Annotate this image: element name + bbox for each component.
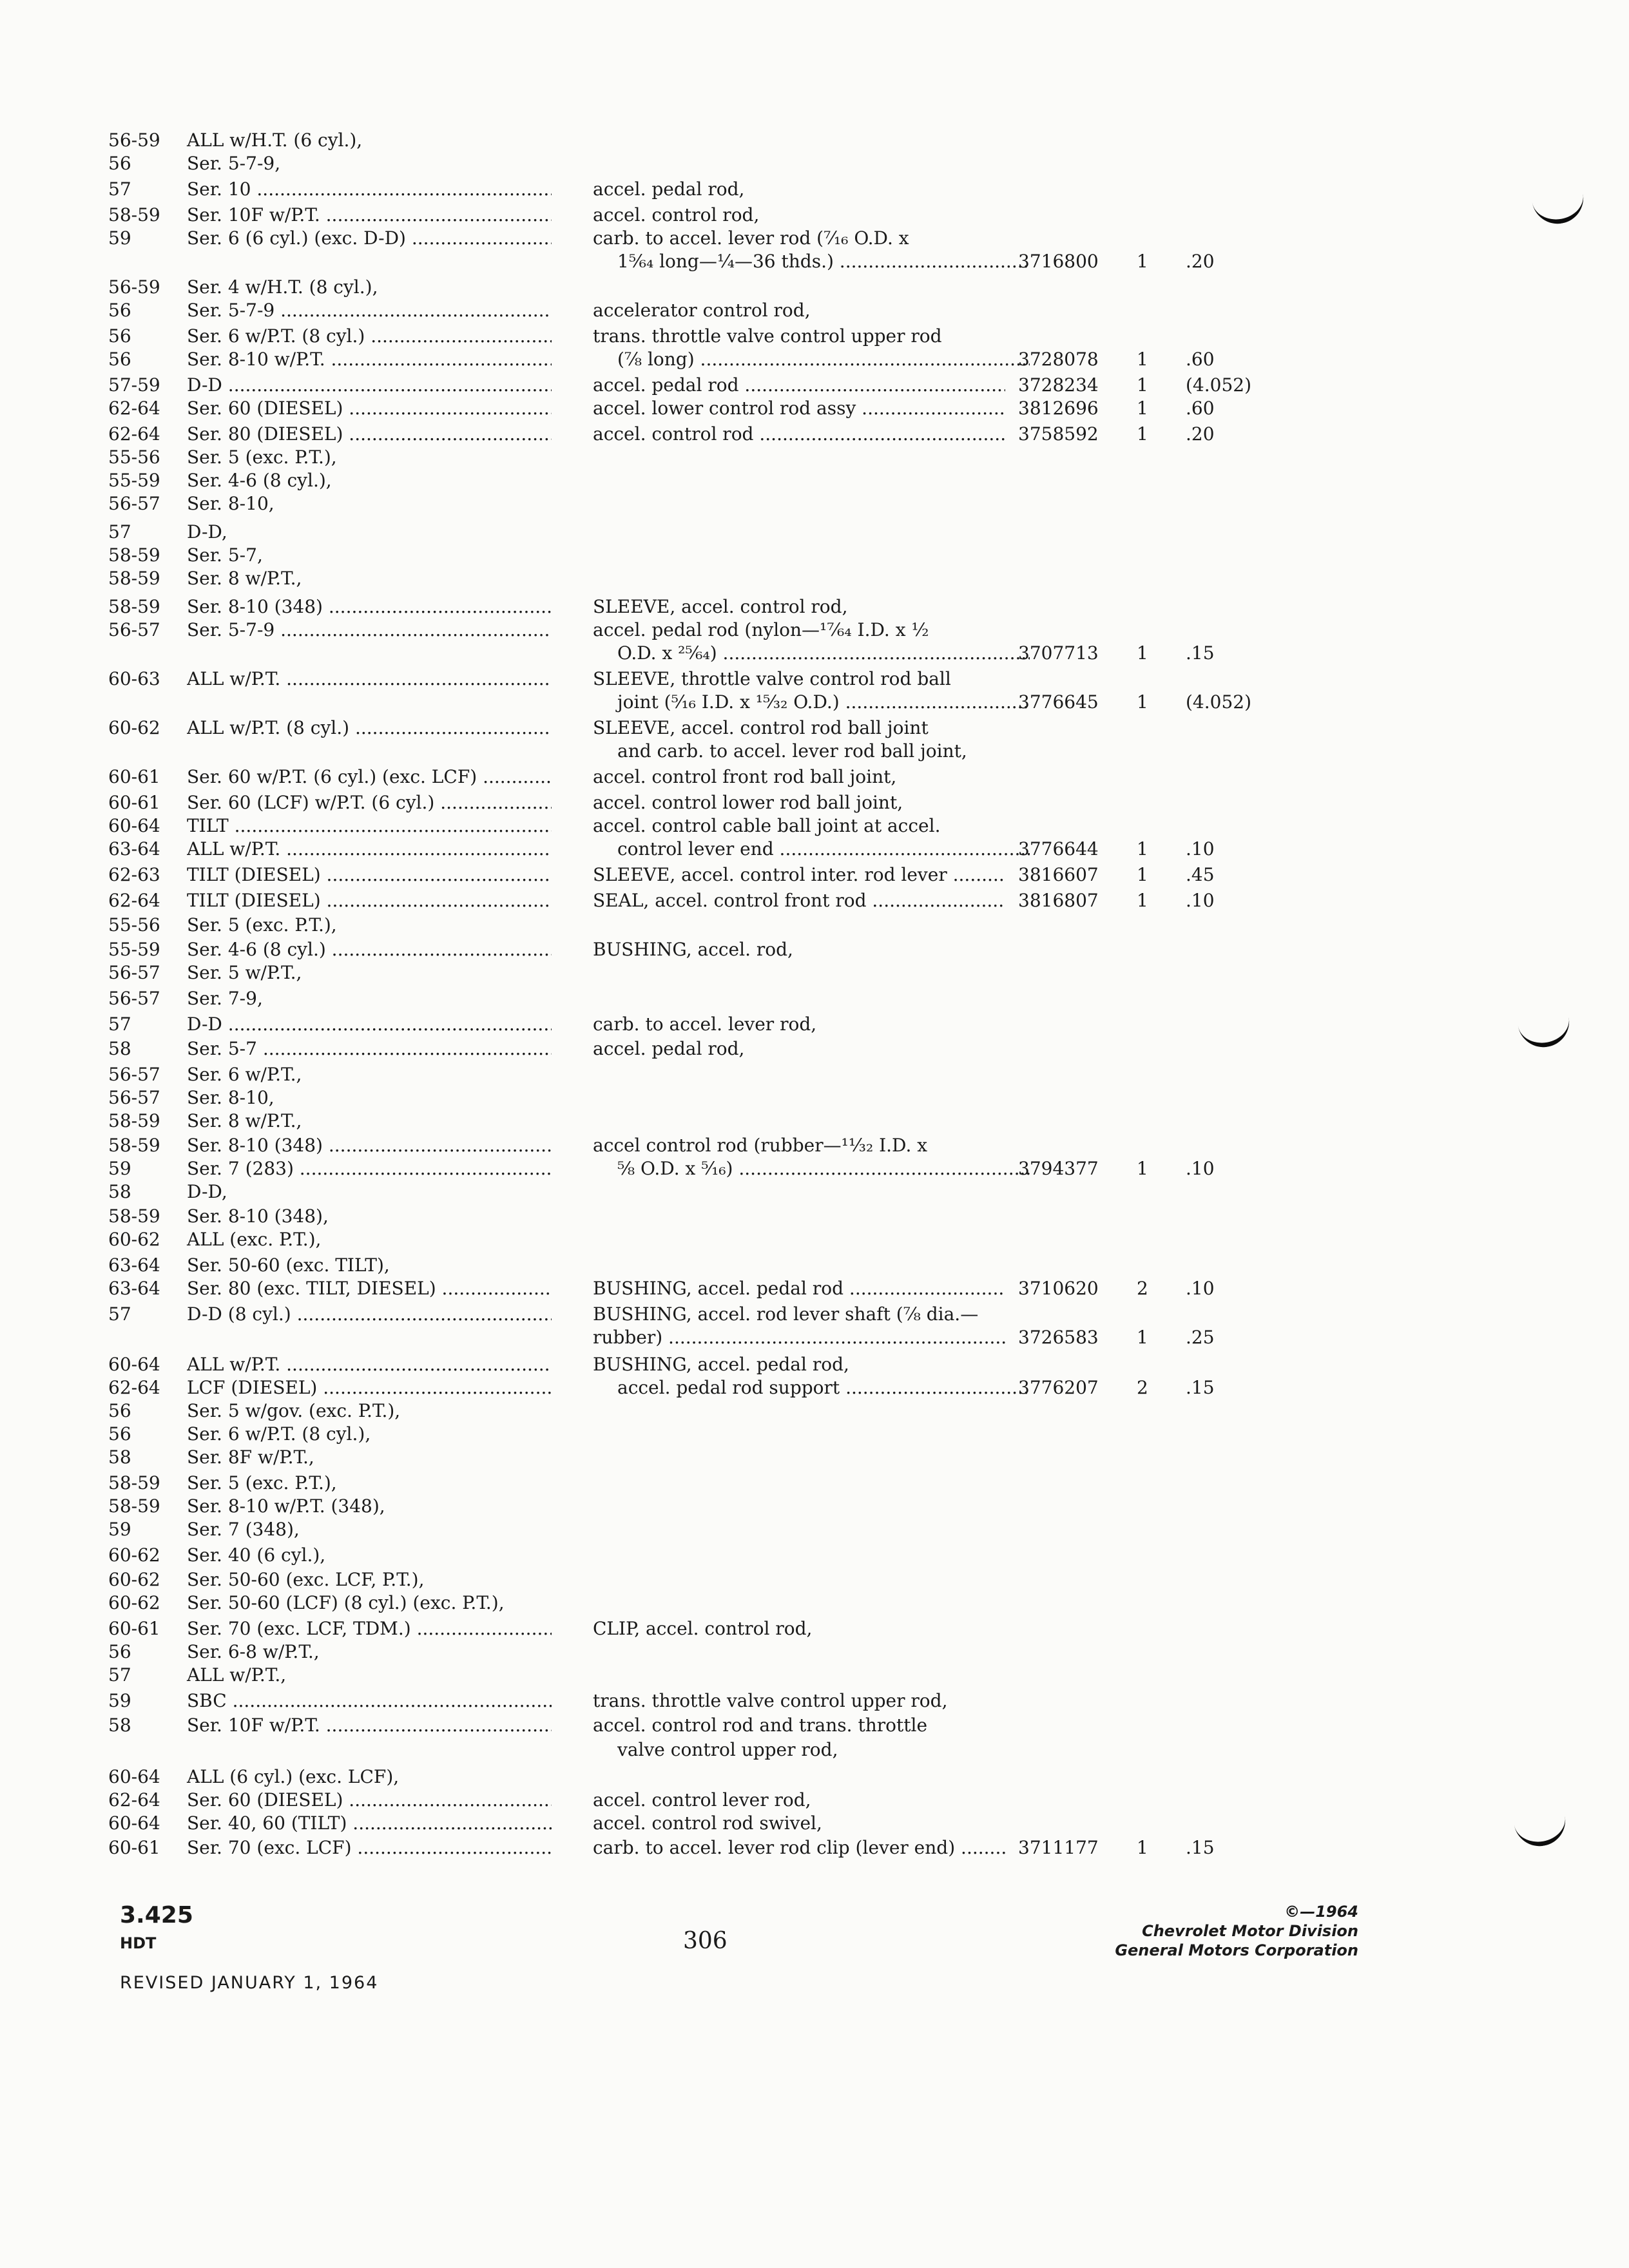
application: Ser. 70 (exc. LCF, TDM.) ..... (187, 1617, 552, 1640)
quantity: 1 (1137, 1327, 1148, 1348)
table-row (0, 1277, 1629, 1300)
table-row (0, 204, 1629, 227)
year-range: 62-64 (108, 398, 160, 419)
year-range: 56 (108, 325, 131, 347)
table-row (0, 1836, 1629, 1860)
table-row (0, 299, 1629, 322)
application: TILT (DIESEL) ..... (187, 889, 552, 912)
part-description: carb. to accel. lever rod (⁷⁄₁₆ O.D. x (593, 227, 909, 249)
year-range: 57 (108, 1303, 131, 1325)
table-row (0, 1326, 1629, 1349)
table-row (0, 1303, 1629, 1326)
year-range: 60-64 (108, 815, 160, 836)
year-range: 62-63 (108, 864, 160, 885)
year-range: 58-59 (108, 596, 160, 617)
application: Ser. 7 (348), (187, 1519, 300, 1540)
quantity: 1 (1137, 251, 1148, 272)
table-row (0, 1399, 1629, 1423)
year-range: 57-59 (108, 374, 160, 396)
part-number: 3711177 (1018, 1837, 1099, 1858)
year-range: 60-63 (108, 668, 160, 689)
year-range: 58-59 (108, 544, 160, 566)
table-row (0, 152, 1629, 175)
part-description: control lever end ..... (593, 838, 1030, 861)
part-description: trans. throttle valve control upper rod, (593, 1690, 948, 1711)
year-range: 56 (108, 153, 131, 174)
part-description: O.D. x ²⁵⁄₆₄) ..... (593, 642, 1030, 665)
part-description: SLEEVE, throttle valve control rod ball (593, 668, 951, 689)
application: Ser. 8-10 w/P.T. (348), (187, 1495, 385, 1517)
part-description: accel. pedal rod, (593, 1038, 745, 1059)
year-range: 60-61 (108, 766, 160, 787)
table-row (0, 276, 1629, 299)
table-row (0, 814, 1629, 838)
year-range: 58-59 (108, 1135, 160, 1156)
year-range: 58 (108, 1446, 131, 1468)
application: Ser. 70 (exc. LCF) ..... (187, 1836, 552, 1860)
year-range: 58 (108, 1181, 131, 1202)
part-description: accel. control rod ..... (593, 423, 1005, 446)
price: .15 (1186, 1377, 1215, 1398)
application: ALL w/H.T. (6 cyl.), (187, 130, 363, 151)
quantity: 1 (1137, 838, 1148, 860)
table-row (0, 1472, 1629, 1495)
table-row (0, 1446, 1629, 1469)
application: Ser. 8-10, (187, 1087, 275, 1108)
quantity: 1 (1137, 890, 1148, 911)
division-name: Chevrolet Motor Division (1142, 1922, 1358, 1940)
table-row (0, 1110, 1629, 1133)
application: Ser. 40, 60 (TILT) ..... (187, 1812, 552, 1835)
table-row (0, 791, 1629, 814)
table-row (0, 1617, 1629, 1640)
table-row (0, 492, 1629, 515)
year-range: 56 (108, 1423, 131, 1445)
part-number: 3716800 (1018, 251, 1099, 272)
quantity: 1 (1137, 398, 1148, 419)
year-range: 56 (108, 1641, 131, 1662)
part-description: SEAL, accel. control front rod ..... (593, 889, 1005, 912)
price: .10 (1186, 1278, 1215, 1299)
table-row (0, 961, 1629, 985)
year-range: 56-57 (108, 1087, 160, 1108)
application: Ser. 50-60 (exc. LCF, P.T.), (187, 1569, 425, 1590)
part-description: accel. control lever rod, (593, 1789, 811, 1811)
application: Ser. 6 (6 cyl.) (exc. D-D) ..... (187, 227, 552, 250)
application: ALL w/P.T. (8 cyl.) ..... (187, 716, 552, 740)
application: Ser. 6 w/P.T. (8 cyl.), (187, 1423, 371, 1445)
application: Ser. 5-7-9 ..... (187, 619, 552, 642)
table-row (0, 325, 1629, 348)
application: Ser. 50-60 (exc. TILT), (187, 1254, 390, 1276)
application: D-D, (187, 521, 227, 543)
year-range: 57 (108, 178, 131, 200)
series-code: HDT (120, 1934, 157, 1952)
table-row (0, 1640, 1629, 1664)
application: Ser. 8 w/P.T., (187, 1110, 302, 1131)
part-description: SLEEVE, accel. control rod ball joint (593, 717, 929, 738)
year-range: 63-64 (108, 1254, 160, 1276)
quantity: 1 (1137, 642, 1148, 664)
application: Ser. 4 w/H.T. (8 cyl.), (187, 276, 378, 298)
application: Ser. 60 (DIESEL) ..... (187, 1789, 552, 1812)
part-number: 3776207 (1018, 1377, 1099, 1398)
application: Ser. 5-7, (187, 544, 263, 566)
part-description: carb. to accel. lever rod clip (lever end) ..... (593, 1836, 1005, 1860)
quantity: 1 (1137, 423, 1148, 445)
part-number: 3758592 (1018, 423, 1099, 445)
part-description: 1⁵⁄₆₄ long—¼—36 thds.) ..... (593, 250, 1030, 273)
price: .10 (1186, 838, 1215, 860)
application: D-D ..... (187, 1013, 552, 1036)
year-range: 55-59 (108, 939, 160, 960)
price: .10 (1186, 890, 1215, 911)
application: ALL w/P.T. ..... (187, 838, 552, 861)
application: Ser. 5 w/P.T., (187, 962, 302, 983)
application: Ser. 8F w/P.T., (187, 1446, 314, 1468)
table-row (0, 1664, 1629, 1687)
year-range: 58-59 (108, 1472, 160, 1494)
part-description: accel. control front rod ball joint, (593, 766, 897, 787)
part-description: BUSHING, accel. rod, (593, 939, 793, 960)
year-range: 60-61 (108, 1618, 160, 1639)
table-row (0, 348, 1629, 371)
table-row (0, 716, 1629, 740)
year-range: 56-57 (108, 619, 160, 640)
table-row (0, 1063, 1629, 1086)
year-range: 58-59 (108, 568, 160, 589)
part-description: trans. throttle valve control upper rod (593, 325, 942, 347)
table-row (0, 1789, 1629, 1812)
year-range: 55-56 (108, 914, 160, 936)
table-row (0, 1591, 1629, 1615)
part-description: accel. lower control rod assy ..... (593, 397, 1005, 420)
table-row (0, 691, 1629, 714)
part-description: rubber) ..... (593, 1326, 1005, 1349)
year-range: 58-59 (108, 1206, 160, 1227)
application: Ser. 8-10 (348) ..... (187, 595, 552, 619)
table-row (0, 740, 1629, 763)
application: Ser. 5 (exc. P.T.), (187, 914, 337, 936)
application: Ser. 7-9, (187, 988, 263, 1009)
application: Ser. 80 (exc. TILT, DIESEL) ..... (187, 1277, 552, 1300)
application: ALL w/P.T., (187, 1664, 287, 1686)
part-description: accel. pedal rod ..... (593, 374, 1005, 397)
table-row (0, 1254, 1629, 1277)
year-range: 60-62 (108, 717, 160, 738)
part-number: 3794377 (1018, 1158, 1099, 1179)
quantity: 1 (1137, 1837, 1148, 1858)
year-range: 62-64 (108, 423, 160, 445)
table-row (0, 765, 1629, 789)
table-row (0, 227, 1629, 250)
year-range: 56-57 (108, 962, 160, 983)
quantity: 1 (1137, 349, 1148, 370)
table-row (0, 521, 1629, 544)
table-row (0, 1495, 1629, 1518)
quantity: 2 (1137, 1278, 1148, 1299)
application: Ser. 5 (exc. P.T.), (187, 447, 337, 468)
part-description: valve control upper rod, (617, 1739, 838, 1760)
application: SBC ..... (187, 1689, 552, 1713)
part-number: 3726583 (1018, 1327, 1099, 1348)
part-description: carb. to accel. lever rod, (593, 1014, 817, 1035)
part-description: accelerator control rod, (593, 300, 811, 321)
revision-date: REVISED JANUARY 1, 1964 (120, 1973, 379, 1993)
part-description: ⅝ O.D. x ⁵⁄₁₆) ..... (593, 1157, 1030, 1180)
part-description: and carb. to accel. lever rod ball joint, (617, 740, 967, 762)
table-row (0, 423, 1629, 446)
table-row (0, 1134, 1629, 1157)
table-row (0, 1423, 1629, 1446)
application: Ser. 4-6 (8 cyl.) ..... (187, 938, 552, 961)
part-description: BUSHING, accel. pedal rod ..... (593, 1277, 1005, 1300)
quantity: 1 (1137, 1158, 1148, 1179)
year-range: 58 (108, 1715, 131, 1736)
application: Ser. 5-7-9, (187, 153, 281, 174)
year-range: 57 (108, 1664, 131, 1686)
application: Ser. 7 (283) ..... (187, 1157, 552, 1180)
part-description: (⅞ long) ..... (593, 348, 1030, 371)
application: Ser. 60 w/P.T. (6 cyl.) (exc. LCF) ..... (187, 765, 552, 789)
application: Ser. 6-8 w/P.T., (187, 1641, 320, 1662)
application: Ser. 40 (6 cyl.), (187, 1544, 326, 1566)
part-description: SLEEVE, accel. control rod, (593, 596, 848, 617)
application: Ser. 50-60 (LCF) (8 cyl.) (exc. P.T.), (187, 1592, 505, 1613)
table-row (0, 1086, 1629, 1110)
table-row (0, 397, 1629, 420)
price: (4.052) (1186, 691, 1252, 713)
table-row (0, 446, 1629, 469)
part-description: accel. pedal rod, (593, 178, 745, 200)
quantity: 1 (1137, 691, 1148, 713)
application: Ser. 8-10 (348) ..... (187, 1134, 552, 1157)
price: .20 (1186, 423, 1215, 445)
quantity: 1 (1137, 864, 1148, 885)
application: Ser. 6 w/P.T., (187, 1064, 302, 1085)
application: ALL w/P.T. ..... (187, 1353, 552, 1376)
part-number: 3812696 (1018, 398, 1099, 419)
table-row (0, 863, 1629, 887)
application: Ser. 8-10, (187, 493, 275, 514)
part-description: accel. control rod, (593, 204, 760, 226)
application: Ser. 6 w/P.T. (8 cyl.) ..... (187, 325, 552, 348)
part-description: accel. control rod and trans. throttle (593, 1715, 928, 1736)
table-row (0, 595, 1629, 619)
application: Ser. 10F w/P.T. ..... (187, 1714, 552, 1737)
year-range: 59 (108, 1690, 131, 1711)
application: D-D (8 cyl.) ..... (187, 1303, 552, 1326)
application: Ser. 10 ..... (187, 178, 552, 201)
table-row (0, 1013, 1629, 1036)
table-row (0, 668, 1629, 691)
table-row (0, 1228, 1629, 1251)
price: .10 (1186, 1158, 1215, 1179)
table-row (0, 1376, 1629, 1399)
application: ALL (exc. P.T.), (187, 1229, 322, 1250)
year-range: 60-64 (108, 1812, 160, 1834)
application: Ser. 5-7-9 ..... (187, 299, 552, 322)
year-range: 55-59 (108, 470, 160, 491)
year-range: 60-62 (108, 1569, 160, 1590)
year-range: 60-62 (108, 1544, 160, 1566)
corporation-name: General Motors Corporation (1115, 1941, 1358, 1959)
table-row (0, 1812, 1629, 1835)
quantity: 1 (1137, 374, 1148, 396)
part-description: accel control rod (rubber—¹¹⁄₃₂ I.D. x (593, 1135, 928, 1156)
application: Ser. 8 w/P.T., (187, 568, 302, 589)
price: .60 (1186, 398, 1215, 419)
application: Ser. 4-6 (8 cyl.), (187, 470, 332, 491)
table-row (0, 838, 1629, 861)
price: .20 (1186, 251, 1215, 272)
part-description: accel. control cable ball joint at accel. (593, 815, 941, 836)
copyright-block (1115, 1902, 1358, 1960)
part-number: 3816607 (1018, 864, 1099, 885)
application: LCF (DIESEL) ..... (187, 1376, 552, 1399)
year-range: 58-59 (108, 1110, 160, 1131)
table-row (0, 1205, 1629, 1228)
table-row (0, 374, 1629, 397)
part-description: accel. pedal rod (nylon—¹⁷⁄₆₄ I.D. x ½ (593, 619, 929, 640)
application: TILT ..... (187, 814, 552, 838)
part-number: 3728078 (1018, 349, 1099, 370)
part-number: 3776644 (1018, 838, 1099, 860)
table-row (0, 1037, 1629, 1061)
application: TILT (DIESEL) ..... (187, 863, 552, 887)
table-row (0, 1689, 1629, 1713)
year-range: 56 (108, 1400, 131, 1421)
price: .15 (1186, 1837, 1215, 1858)
year-range: 57 (108, 1014, 131, 1035)
year-range: 60-64 (108, 1354, 160, 1375)
table-row (0, 914, 1629, 937)
year-range: 56-57 (108, 988, 160, 1009)
part-description: CLIP, accel. control rod, (593, 1618, 813, 1639)
year-range: 56 (108, 300, 131, 321)
part-description: accel. pedal rod support ..... (593, 1376, 1030, 1399)
part-description: accel. control lower rod ball joint, (593, 792, 903, 813)
part-number: 3707713 (1018, 642, 1099, 664)
year-range: 58-59 (108, 1495, 160, 1517)
application: Ser. 10F w/P.T. ..... (187, 204, 552, 227)
year-range: 55-56 (108, 447, 160, 468)
year-range: 56-57 (108, 1064, 160, 1085)
table-row (0, 567, 1629, 590)
year-range: 56-59 (108, 130, 160, 151)
price: .60 (1186, 349, 1215, 370)
application: ALL w/P.T. ..... (187, 668, 552, 691)
year-range: 60-62 (108, 1592, 160, 1613)
table-row (0, 1353, 1629, 1376)
year-range: 56-59 (108, 276, 160, 298)
year-range: 56 (108, 349, 131, 370)
table-row (0, 129, 1629, 152)
page-number: 306 (683, 1928, 728, 1954)
table-row (0, 938, 1629, 961)
application: Ser. 60 (LCF) w/P.T. (6 cyl.) ..... (187, 791, 552, 814)
application: Ser. 60 (DIESEL) ..... (187, 397, 552, 420)
table-row (0, 1568, 1629, 1591)
table-row (0, 619, 1629, 642)
year-range: 58 (108, 1038, 131, 1059)
table-row (0, 1765, 1629, 1789)
table-row (0, 469, 1629, 492)
table-row (0, 1738, 1629, 1762)
part-description: BUSHING, accel. rod lever shaft (⅞ dia.— (593, 1303, 979, 1325)
table-row (0, 889, 1629, 912)
application: Ser. 5 w/gov. (exc. P.T.), (187, 1400, 401, 1421)
year-range: 62-64 (108, 1377, 160, 1398)
year-range: 60-62 (108, 1229, 160, 1250)
table-row (0, 178, 1629, 201)
part-number: 3776645 (1018, 691, 1099, 713)
year-range: 62-64 (108, 1789, 160, 1811)
year-range: 63-64 (108, 838, 160, 860)
application: D-D ..... (187, 374, 552, 397)
table-row (0, 1157, 1629, 1180)
application: Ser. 8-10 (348), (187, 1206, 329, 1227)
year-range: 60-61 (108, 1837, 160, 1858)
quantity: 2 (1137, 1377, 1148, 1398)
year-range: 59 (108, 227, 131, 249)
year-range: 62-64 (108, 890, 160, 911)
year-range: 58-59 (108, 204, 160, 226)
application: D-D, (187, 1181, 227, 1202)
part-description: accel. control rod swivel, (593, 1812, 822, 1834)
table-row (0, 544, 1629, 567)
application: Ser. 5 (exc. P.T.), (187, 1472, 337, 1494)
table-row (0, 642, 1629, 665)
year-range: 59 (108, 1158, 131, 1179)
application: Ser. 80 (DIESEL) ..... (187, 423, 552, 446)
table-row (0, 1180, 1629, 1204)
year-range: 63-64 (108, 1278, 160, 1299)
table-row (0, 987, 1629, 1010)
copyright-year: ©—1964 (1284, 1903, 1358, 1921)
part-description: BUSHING, accel. pedal rod, (593, 1354, 849, 1375)
part-number: 3710620 (1018, 1278, 1099, 1299)
year-range: 57 (108, 521, 131, 543)
price: .25 (1186, 1327, 1215, 1348)
year-range: 56-57 (108, 493, 160, 514)
application: Ser. 5-7 ..... (187, 1037, 552, 1061)
application: ALL (6 cyl.) (exc. LCF), (187, 1766, 400, 1787)
table-row (0, 1544, 1629, 1567)
part-description: joint (⁵⁄₁₆ I.D. x ¹⁵⁄₃₂ O.D.) ..... (593, 691, 1030, 714)
year-range: 60-61 (108, 792, 160, 813)
part-number: 3816807 (1018, 890, 1099, 911)
year-range: 59 (108, 1519, 131, 1540)
year-range: 60-64 (108, 1766, 160, 1787)
part-number: 3728234 (1018, 374, 1099, 396)
section-number: 3.425 (120, 1902, 193, 1928)
application: Ser. 8-10 w/P.T. ..... (187, 348, 552, 371)
table-row (0, 1714, 1629, 1737)
table-row (0, 250, 1629, 273)
table-row (0, 1518, 1629, 1541)
part-description: SLEEVE, accel. control inter. rod lever ..... (593, 863, 1005, 887)
price: .45 (1186, 864, 1215, 885)
price: .15 (1186, 642, 1215, 664)
price: (4.052) (1186, 374, 1252, 396)
